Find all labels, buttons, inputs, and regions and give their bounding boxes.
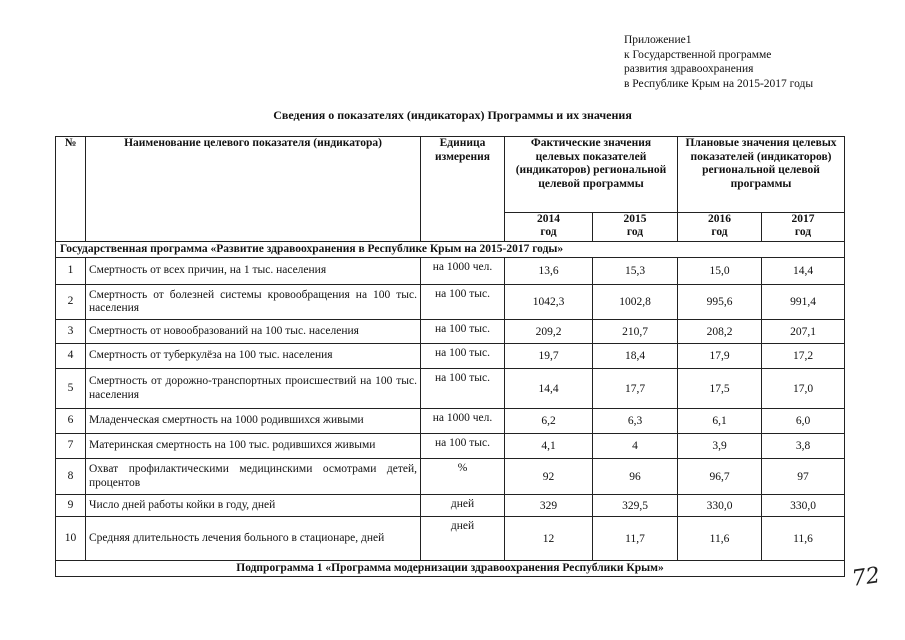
row-name: Смертность от дорожно-транспортных происшествий на 100 тыс. населения: [86, 369, 421, 409]
row-num: 2: [56, 285, 86, 320]
header-planned: Плановые значения целевых показателей (индикаторов) региональной целевой программы: [678, 137, 845, 213]
section-main-title: Государственная программа «Развитие здравоохранения в Республике Крым на 2015-2017 годы»: [56, 242, 845, 258]
row-unit: дней: [421, 495, 505, 517]
table-row: [56, 517, 845, 561]
indicators-table: [55, 136, 845, 577]
row-value-2017: 991,4: [762, 285, 845, 320]
row-num: 10: [56, 517, 86, 561]
row-value-2016: 995,6: [678, 285, 762, 320]
row-num: 9: [56, 495, 86, 517]
row-name: Материнская смертность на 100 тыс. родившихся живыми: [86, 434, 421, 459]
row-unit: на 1000 чел.: [421, 409, 505, 434]
row-value-2014: 209,2: [505, 320, 593, 344]
row-name: Смертность от болезней системы кровообращения на 100 тыс. населения: [86, 285, 421, 320]
header-num: №: [56, 137, 86, 242]
row-value-2016: 3,9: [678, 434, 762, 459]
table-row: [56, 369, 845, 409]
table-row: [56, 459, 845, 495]
header-year-2014: 2014 год: [505, 213, 593, 242]
row-name: Число дней работы койки в году, дней: [86, 495, 421, 517]
header-unit: Единица измерения: [421, 137, 505, 242]
row-unit: на 1000 чел.: [421, 258, 505, 285]
row-value-2017: 3,8: [762, 434, 845, 459]
row-value-2017: 97: [762, 459, 845, 495]
row-value-2017: 6,0: [762, 409, 845, 434]
appendix-line-1: Приложение1: [624, 34, 692, 46]
document-title: Сведения о показателях (индикаторах) Программы и их значения: [273, 108, 632, 122]
header-name: Наименование целевого показателя (индикатора): [86, 137, 421, 242]
row-value-2015: 18,4: [593, 344, 678, 369]
row-unit: на 100 тыс.: [421, 344, 505, 369]
row-name: Средняя длительность лечения больного в стационаре, дней: [86, 517, 421, 561]
row-name: Охват профилактическими медицинскими осмотрами детей, процентов: [86, 459, 421, 495]
row-value-2014: 329: [505, 495, 593, 517]
row-value-2015: 11,7: [593, 517, 678, 561]
header-actual: Фактические значения целевых показателей (индикаторов) региональной целевой программы: [505, 137, 678, 213]
appendix-line-4: в Республике Крым на 2015-2017 годы: [624, 77, 814, 90]
section-row-sub: [56, 561, 845, 577]
row-value-2017: 207,1: [762, 320, 845, 344]
row-value-2014: 14,4: [505, 369, 593, 409]
row-value-2015: 329,5: [593, 495, 678, 517]
row-unit: на 100 тыс.: [421, 369, 505, 409]
table-row: [56, 258, 845, 285]
row-num: 5: [56, 369, 86, 409]
row-num: 4: [56, 344, 86, 369]
row-value-2015: 15,3: [593, 258, 678, 285]
row-value-2014: 92: [505, 459, 593, 495]
row-num: 7: [56, 434, 86, 459]
row-value-2016: 330,0: [678, 495, 762, 517]
row-unit: дней: [421, 517, 505, 561]
row-value-2017: 11,6: [762, 517, 845, 561]
handwritten-page-number: 72: [850, 563, 882, 592]
header-year-2016: 2016 год: [678, 213, 762, 242]
table-row: [56, 285, 845, 320]
row-value-2016: 17,5: [678, 369, 762, 409]
row-value-2015: 96: [593, 459, 678, 495]
table-row: [56, 409, 845, 434]
row-value-2016: 11,6: [678, 517, 762, 561]
header-row: [56, 137, 845, 213]
row-name: Смертность от всех причин, на 1 тыс. населения: [86, 258, 421, 285]
row-value-2014: 6,2: [505, 409, 593, 434]
row-value-2014: 4,1: [505, 434, 593, 459]
row-value-2015: 17,7: [593, 369, 678, 409]
row-name: Смертность от туберкулёза на 100 тыс. населения: [86, 344, 421, 369]
row-value-2016: 17,9: [678, 344, 762, 369]
row-value-2016: 15,0: [678, 258, 762, 285]
row-num: 8: [56, 459, 86, 495]
row-value-2015: 6,3: [593, 409, 678, 434]
row-value-2015: 4: [593, 434, 678, 459]
row-unit: на 100 тыс.: [421, 285, 505, 320]
row-value-2017: 17,0: [762, 369, 845, 409]
table-row: [56, 495, 845, 517]
row-name: Смертность от новообразований на 100 тыс. населения: [86, 320, 421, 344]
row-value-2015: 1002,8: [593, 285, 678, 320]
table-row: [56, 320, 845, 344]
appendix-line-3: развития здравоохранения: [624, 63, 754, 75]
table-row: [56, 344, 845, 369]
row-value-2014: 1042,3: [505, 285, 593, 320]
row-value-2016: 6,1: [678, 409, 762, 434]
row-value-2014: 19,7: [505, 344, 593, 369]
row-num: 1: [56, 258, 86, 285]
row-value-2017: 17,2: [762, 344, 845, 369]
row-unit: %: [421, 459, 505, 495]
table-row: [56, 434, 845, 459]
row-value-2016: 208,2: [678, 320, 762, 344]
row-name: Младенческая смертность на 1000 родившихся живыми: [86, 409, 421, 434]
appendix-line-2: к Государственной программе: [624, 48, 772, 61]
section-row-main: [56, 242, 845, 258]
row-value-2016: 96,7: [678, 459, 762, 495]
row-value-2017: 14,4: [762, 258, 845, 285]
section-sub-title: Подпрограмма 1 «Программа модернизации здравоохранения Республики Крым»: [56, 561, 845, 577]
row-num: 3: [56, 320, 86, 344]
row-value-2015: 210,7: [593, 320, 678, 344]
header-year-2015: 2015 год: [593, 213, 678, 242]
row-value-2017: 330,0: [762, 495, 845, 517]
row-unit: на 100 тыс.: [421, 320, 505, 344]
row-unit: на 100 тыс.: [421, 434, 505, 459]
appendix-note: [624, 33, 813, 91]
row-value-2014: 12: [505, 517, 593, 561]
row-value-2014: 13,6: [505, 258, 593, 285]
row-num: 6: [56, 409, 86, 434]
header-year-2017: 2017 год: [762, 213, 845, 242]
